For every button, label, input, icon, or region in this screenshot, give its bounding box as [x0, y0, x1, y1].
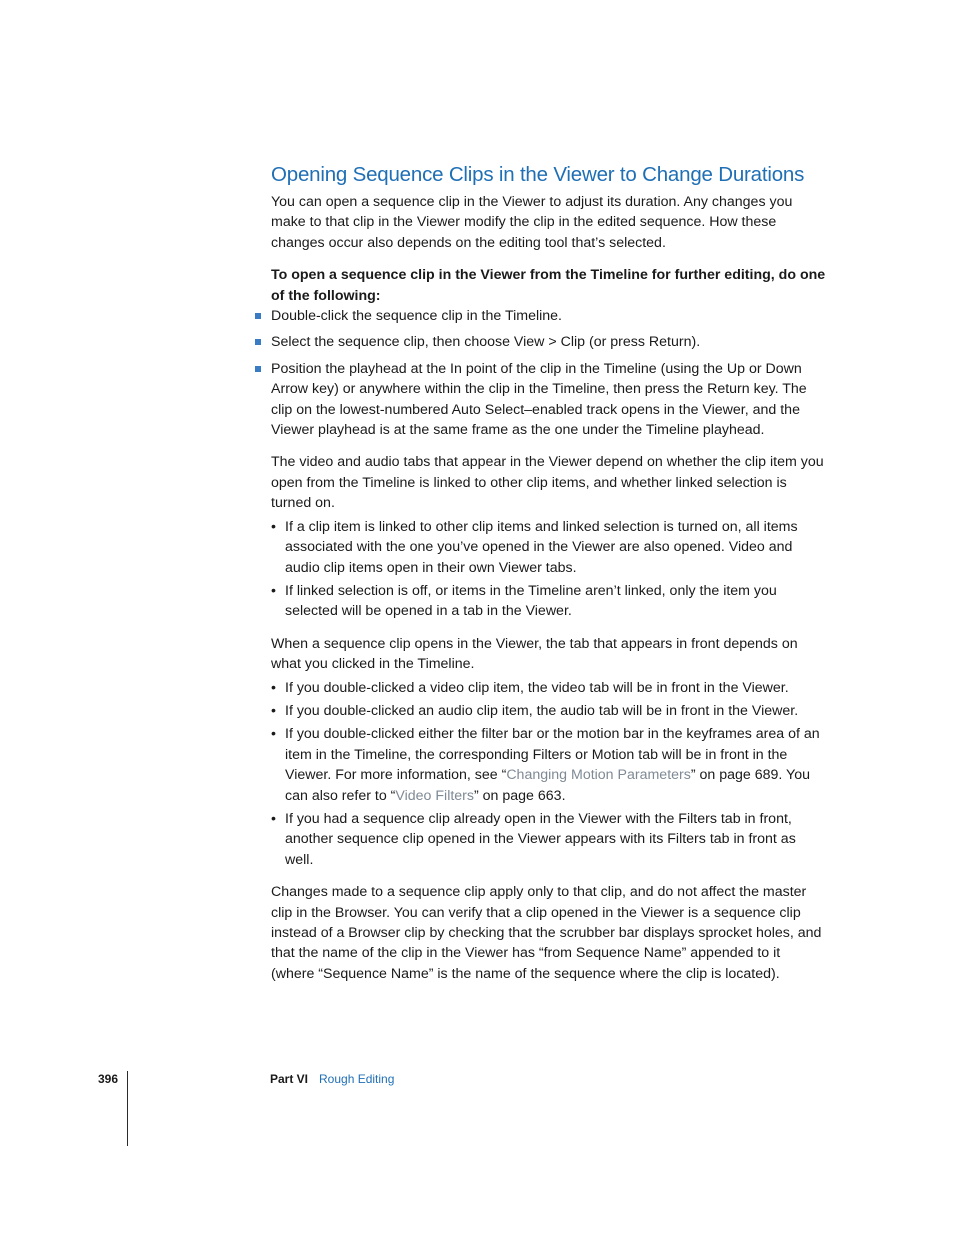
footer-chapter-link[interactable]: Rough Editing [319, 1072, 395, 1086]
list-item: • If a clip item is linked to other clip items and linked selection is turned on, all items associated with the one you’ve opened in the Viewer are also opened. Video and audio clip items open in their own Viewer tabs. [271, 518, 798, 576]
intro-paragraph: You can open a sequence clip in the Viewer to adjust its duration. Any changes you make to that clip in the Viewer modify the clip in the edited sequence. How these changes occur also depends on the editing tool that’s selected. [271, 194, 793, 251]
task-heading: To open a sequence clip in the Viewer from the Timeline for further editing, do one of the following: [271, 267, 826, 304]
bullet-dot-icon: • [271, 726, 276, 743]
list-item: • If you double-clicked an audio clip item, the audio tab will be in front in the Viewer. [285, 701, 827, 721]
list-item: • If you had a sequence clip already open in the Viewer with the Filters tab in front, another sequence clip opened in the Viewer appears with its Filters tab in front as well. [271, 810, 796, 868]
bullet-dot-icon: • [271, 810, 276, 827]
list-item: Position the playhead at the In point of the clip in the Timeline (using the Up or Down Arrow key) or anywhere within the clip in the Timeline, then press the Return key. The clip on the lowest-numbered Auto Select–enabled track opens in the Viewer, and the Viewer playhead is at the same frame as the one under the Timeline playhead. [271, 359, 827, 441]
bullet-dot-icon: • [271, 679, 276, 696]
bullet-dot-icon: • [271, 702, 276, 719]
page-number: 396 [98, 1072, 119, 1086]
square-bullet-icon [255, 366, 261, 372]
list-item: • If you double-clicked a video clip item, the video tab will be in front in the Viewer. [285, 678, 827, 698]
video-filters-link[interactable]: Video Filters [395, 787, 474, 804]
footer-divider [127, 1071, 128, 1146]
bullet-dot-icon: • [271, 518, 276, 535]
square-bullet-icon [255, 313, 261, 319]
square-bullet-icon [255, 339, 261, 345]
closing-paragraph: Changes made to a sequence clip apply only to that clip, and do not affect the master clip in the Browser. You can verify that a clip opened in the Viewer is a sequence clip instead of a Browser clip by checking that the scrubber bar displays sprocket holes, and that the name of the clip in the Viewer has “from Sequence Name” appended to it (where “Sequence Name” is the name of the sequence where the clip is located). [271, 884, 822, 982]
front-tab-paragraph: When a sequence clip opens in the Viewer, the tab that appears in front depends on what you clicked in the Timeline. [271, 635, 798, 673]
page-content [271, 160, 827, 984]
footer-part-label: Part VI [270, 1072, 309, 1086]
steps-list [271, 306, 827, 440]
list-item: Double-click the sequence clip in the Timeline. [271, 306, 827, 326]
front-tab-bullet-list [271, 678, 827, 871]
list-item: • If you double-clicked either the filter bar or the motion bar in the keyframes area of an item in the Timeline, the corresponding Filters or Motion tab will be in front in the Viewer. For more information, see “Changing Motion Parameters” on page 689. You can also refer to “Video Filters” on page 663. [271, 726, 820, 804]
bullet-dot-icon: • [271, 582, 276, 599]
list-item: • If linked selection is off, or items in the Timeline aren’t linked, only the item you selected will be opened in a tab in the Viewer. [271, 582, 777, 620]
list-item: Select the sequence clip, then choose View > Clip (or press Return). [271, 332, 827, 352]
tabs-paragraph: The video and audio tabs that appear in the Viewer depend on whether the clip item you open from the Timeline is linked to other clip items, and whether linked selection is turned on. [271, 454, 824, 512]
section-title: Opening Sequence Clips in the Viewer to Change Durations [271, 163, 805, 186]
tabs-bullet-list [271, 517, 827, 622]
changing-motion-parameters-link[interactable]: Changing Motion Parameters [506, 767, 691, 784]
